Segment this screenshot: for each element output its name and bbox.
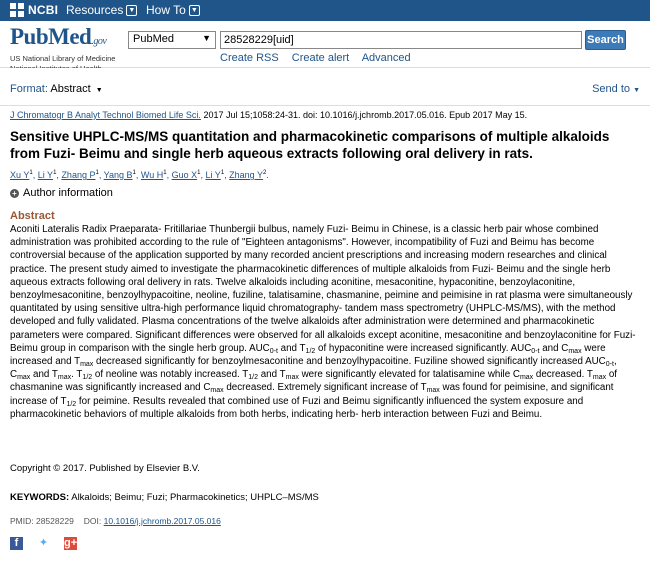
search-links	[220, 52, 421, 64]
format-bar	[0, 68, 650, 106]
author-information-label: Author information	[23, 187, 113, 199]
journal-link[interactable]: J Chromatogr B Analyt Technol Biomed Life Sci.	[10, 110, 201, 120]
pubmed-header	[0, 21, 650, 68]
citation	[10, 110, 527, 120]
identifiers	[10, 516, 221, 526]
send-to-label: Send to	[592, 83, 630, 95]
affiliation-marker: 1	[132, 170, 136, 176]
ncbi-logo[interactable]	[10, 3, 58, 17]
abstract-heading: Abstract	[10, 210, 55, 222]
resources-menu[interactable]	[66, 3, 137, 17]
pubmed-logo[interactable]	[10, 25, 115, 73]
google-plus-icon[interactable]: g+	[64, 537, 78, 549]
pubmed-logo-pub: Pub	[10, 24, 49, 49]
ncbi-logo-text: NCBI	[28, 3, 59, 17]
doi-label: DOI:	[83, 516, 102, 526]
database-select[interactable]	[128, 31, 216, 49]
author-link[interactable]: Yang B	[103, 170, 133, 180]
author-link[interactable]: Wu H	[140, 170, 164, 180]
caret-down-icon: ▼	[95, 87, 103, 94]
facebook-icon[interactable]: f	[10, 537, 23, 550]
send-to-menu[interactable]	[592, 83, 640, 95]
affiliation-marker: 1	[163, 170, 167, 176]
abstract-text	[10, 223, 638, 421]
create-rss-link[interactable]: Create RSS	[220, 52, 279, 64]
chevron-down-icon: ▼	[126, 5, 137, 16]
nlm-line: US National Library of Medicine	[10, 54, 116, 63]
author-link[interactable]: Li Y	[37, 170, 54, 180]
author-link[interactable]: Zhang Y	[229, 170, 264, 180]
article-title: Sensitive UHPLC-MS/MS quantitation and pharmacokinetic comparisons of multiple alkaloids from Fuzi- Beimu and single herb aqueous extracts following oral delivery in rats.	[10, 129, 610, 161]
affiliation-marker: 1	[220, 170, 225, 176]
author-link[interactable]: Guo X	[171, 170, 198, 180]
format-selector[interactable]	[10, 83, 103, 95]
doi-link[interactable]: 10.1016/j.jchromb.2017.05.016	[103, 516, 221, 526]
copyright: Copyright © 2017. Published by Elsevier B.V.	[10, 463, 200, 474]
affiliation-marker: 1	[29, 170, 33, 176]
pubmed-logo-med: Med	[48, 24, 92, 49]
twitter-icon[interactable]: ✦	[38, 537, 49, 549]
ncbi-top-bar	[0, 0, 650, 21]
author-list: Xu $Y^1$, Li $Y^1$, Zhang $P^1$, Yang $B^1$, Wu $H^1$, Guo $X^1$, Li $Y^1$, Zhang $Y^2$.	[10, 170, 269, 180]
author-information-toggle[interactable]	[10, 187, 113, 199]
caret-down-icon: ▼	[633, 87, 640, 94]
author-link[interactable]: Li Y	[205, 170, 221, 180]
pubmed-logo-gov: .gov	[91, 36, 107, 47]
chevron-down-icon: ▼	[202, 33, 211, 43]
keywords-label: KEYWORDS:	[10, 492, 70, 503]
author-link[interactable]: Zhang P	[61, 170, 96, 180]
citation-details: 2017 Jul 15;1058:24-31. doi: 10.1016/j.jchromb.2017.05.016. Epub 2017 May 15.	[200, 110, 528, 120]
create-alert-link[interactable]: Create alert	[291, 52, 350, 64]
keywords-list: Alkaloids; Beimu; Fuzi; Pharmacokinetics; UHPLC–MS/MS	[69, 492, 319, 503]
pmid: PMID: 28528229	[10, 516, 74, 526]
ncbi-mark-icon	[10, 3, 24, 17]
search-input[interactable]	[220, 31, 582, 49]
affiliation-marker: 1	[53, 170, 57, 176]
author-link[interactable]: Xu Y	[10, 170, 30, 180]
database-select-value: PubMed	[133, 33, 174, 45]
share-bar	[10, 537, 91, 550]
resources-menu-label: Resources	[66, 3, 124, 17]
keywords	[10, 492, 319, 503]
abstract-body: Aconiti Lateralis Radix Praeparata- Fritillariae Thunbergii bulbus, namely Fuzi- Beimu in Chinese, is a classic herb pair whose combined administration was prohibited according to the rule of "Eighteen antagonisms". However, incompatibility of Fuzi and Beimu has become controversial because of the application supported by many recorded ancient prescriptions and increasing modern researches and clinical practice. The present study aimed to investigate the pharmacokinetic differences of multiple alkaloids from Fuzi- Beimu and the single herb aqueous extracts following oral delivery in rats. Twelve alkaloids including aconitine, mesaconitine, hypaconitine, benzoylaconitine, benzoylmesaconitine, benzoylhypacoitine, neoline, fuziline, talatisamine, chasmanine, peimine and peimisine in rat plasma were simultaneously quantitated by using sensitive ultra-high performance liquid chromatography- tandem mass spectrometry (UHPLC-MS/MS), with the method developed and fully validated. Plasma concentrations of the twelve alkaloids after administration were determined and pharmacokinetic parameters were compared. Significant differences were observed for all alkaloids except aconitine, mesaconitine and benzoylaconitine for Fuzi- Beimu group in comparison with the single herb group. $AUC_{0-t}$ and $T_{1/2}$ of hypaconitine were increased significantly. $AUC_{0-t}$ and $C_{max}$ were increased and $T_{max}$ decreased significantly for benzoylmesaconitine and benzoylhypacoitine. Fuziline showed significantly increased $AUC_{0-t}$, $C_{max}$ and $T_{max}$. $T_{1/2}$ of neoline was notably increased. $T_{1/2}$ and $T_{max}$ were significantly elevated for talatisamine while $C_{max}$ decreased. $T_{max}$ of chasmanine was significantly increased and $C_{max}$ decreased. Extremely significant increase of $T_{max}$ was found for peimisine, and significant increase of $T_{1/2}$ for peimine. Results revealed that combined use of Fuzi and Beimu significantly influenced the system exposure and pharmacokinetic behaviors of multiple alkaloids from both herbs, indicating herb- herb interaction between Fuzi and Beimu.	[10, 224, 636, 420]
chevron-down-icon: ▼	[189, 5, 200, 16]
advanced-search-link[interactable]: Advanced	[361, 52, 411, 64]
affiliation-marker: 2	[263, 170, 267, 176]
how-to-menu[interactable]	[146, 3, 200, 17]
affiliation-marker: 1	[95, 170, 99, 176]
format-label: Format:	[10, 83, 48, 95]
search-button[interactable]: Search	[585, 30, 626, 50]
affiliation-marker: 1	[197, 170, 201, 176]
format-value: Abstract	[50, 83, 91, 95]
how-to-menu-label: How To	[146, 3, 186, 17]
expand-plus-icon: +	[10, 189, 19, 198]
